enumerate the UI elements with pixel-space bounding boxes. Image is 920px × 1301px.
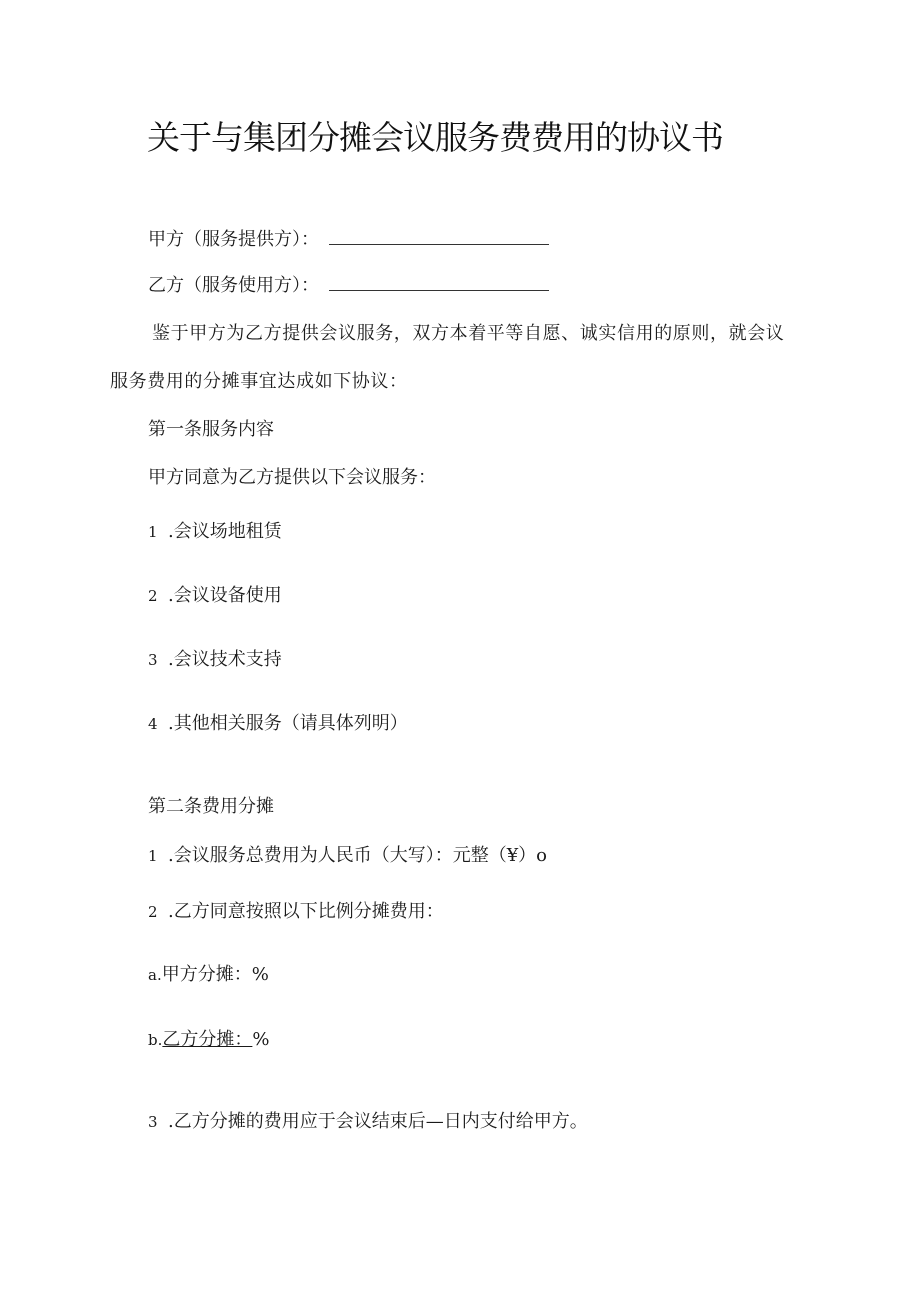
- item-text: .会议设备使用: [168, 585, 282, 606]
- article1-intro: 甲方同意为乙方提供以下会议服务：: [148, 467, 436, 488]
- item-number: 1: [148, 523, 158, 541]
- share-b-suffix: %: [252, 1029, 270, 1050]
- item-text: .会议服务总费用为人民币（大写）：元整（¥）o: [168, 845, 548, 866]
- item-number: 3: [148, 1113, 158, 1131]
- item-number: 2: [148, 903, 158, 921]
- item-text: .乙方同意按照以下比例分摊费用：: [168, 901, 444, 922]
- party-a-label: 甲方（服务提供方）：: [148, 229, 319, 250]
- item-number: 4: [148, 715, 158, 733]
- article1-item: [148, 648, 282, 672]
- share-b-line: [148, 1028, 269, 1052]
- item-text: .其他相关服务（请具体列明）: [168, 713, 408, 734]
- preamble-paragraph: 鉴于甲方为乙方提供会议服务，双方本着平等自愿、诚实信用的原则，就会议服务费用的分摊事宜达成如下协议：: [110, 323, 785, 392]
- article1-heading: 第一条服务内容: [148, 419, 274, 440]
- share-a-prefix: a.: [148, 966, 162, 984]
- share-a-line: [148, 963, 269, 987]
- item-text: .会议技术支持: [168, 649, 282, 670]
- article1-item: [148, 520, 282, 544]
- item-number: 1: [148, 847, 158, 865]
- item-number: 2: [148, 587, 158, 605]
- item-text: .会议场地租赁: [168, 521, 282, 542]
- party-b-label: 乙方（服务使用方）：: [148, 275, 319, 296]
- article2-item1: [148, 844, 547, 868]
- article2-item3: [148, 1110, 588, 1134]
- share-a-text: 甲方分摊：%: [161, 964, 269, 985]
- article2-heading: 第二条费用分摊: [148, 796, 274, 817]
- article2-item2: [148, 900, 444, 924]
- party-b-blank: [329, 276, 549, 291]
- party-b-line: [148, 274, 549, 298]
- document-title: 关于与集团分摊会议服务费费用的协议书: [147, 118, 723, 157]
- party-a-blank: [329, 230, 549, 245]
- item-text: .乙方分摊的费用应于会议结束后—日内支付给甲方。: [168, 1111, 588, 1132]
- article1-item: [148, 712, 408, 736]
- share-b-prefix: b.: [148, 1031, 163, 1049]
- party-a-line: [148, 228, 549, 252]
- item-number: 3: [148, 651, 158, 669]
- article1-item: [148, 584, 282, 608]
- share-b-text: 乙方分摊：: [162, 1029, 253, 1050]
